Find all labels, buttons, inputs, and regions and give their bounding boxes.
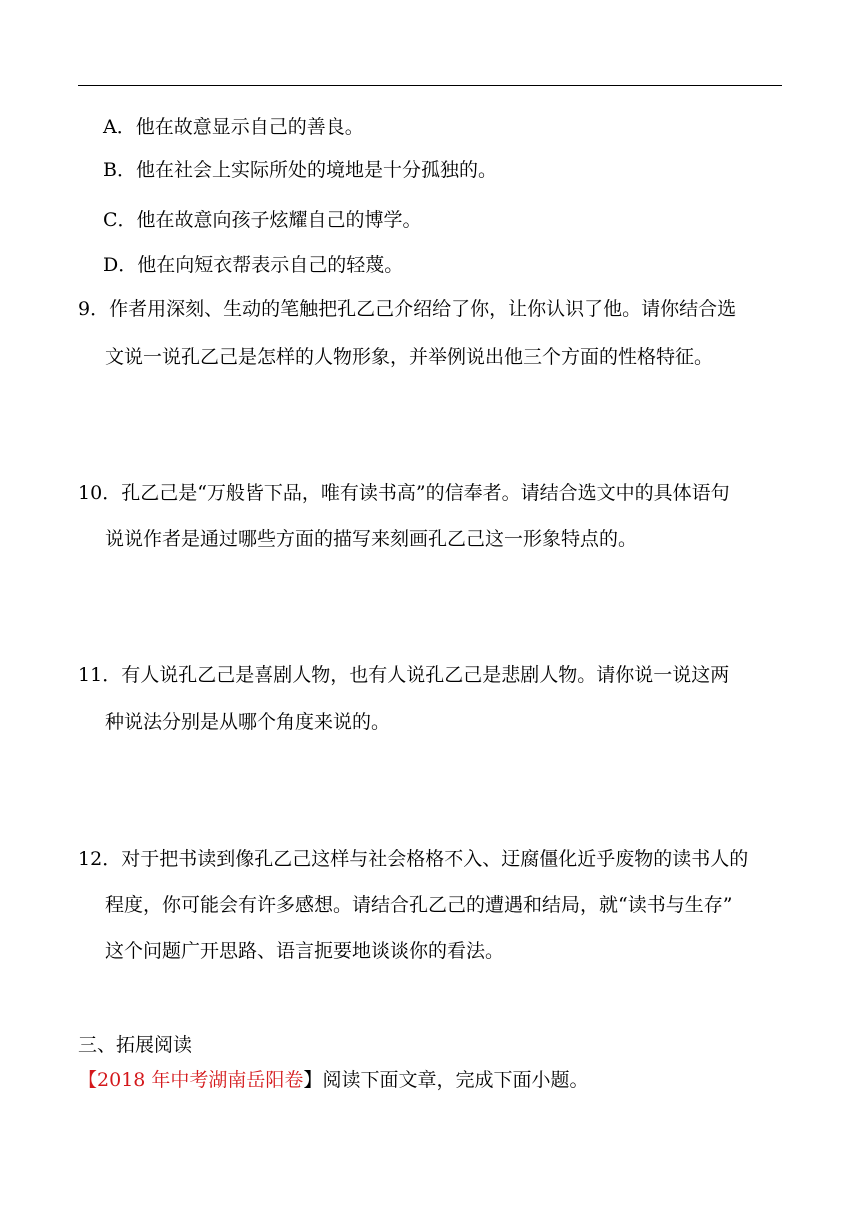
source-bracket-open: 【 bbox=[78, 1069, 98, 1091]
question-number: 10 bbox=[78, 482, 103, 504]
section-heading: 三、拓展阅读 bbox=[78, 1034, 193, 1056]
question-text: ．作者用深刻、生动的笔触把孔乙己介绍给了你，让你认识了他。请你结合选 bbox=[90, 298, 737, 320]
question-line bbox=[105, 710, 390, 734]
question-line bbox=[78, 297, 736, 321]
option-text: ．他在向短衣帮表示自己的轻蔑。 bbox=[118, 254, 404, 276]
question-text: ．对于把书读到像孔乙己这样与社会格格不入、迂腐僵化近乎废物的读书人的 bbox=[102, 848, 749, 870]
option-letter: D bbox=[103, 254, 119, 276]
source-line bbox=[78, 1068, 588, 1092]
source-label: 2018 年中考湖南岳阳卷 bbox=[97, 1069, 304, 1091]
question-text: ．孔乙己是“万般皆下品，唯有读书高”的信奉者。请结合选文中的具体语句 bbox=[102, 482, 730, 504]
header-rule bbox=[78, 85, 782, 86]
question-text: 这个问题广开思路、语言扼要地谈谈你的看法。 bbox=[105, 940, 505, 962]
question-text: 种说法分别是从哪个角度来说的。 bbox=[105, 711, 391, 733]
question-number: 11 bbox=[78, 664, 103, 686]
question-text: 程度，你可能会有许多感想。请结合孔乙己的遭遇和结局，就“读书与生存” bbox=[105, 894, 733, 916]
question-number: 9 bbox=[78, 298, 91, 320]
question-text: ．有人说孔乙己是喜剧人物，也有人说孔乙己是悲剧人物。请你说一说这两 bbox=[102, 664, 730, 686]
option-text: ．他在社会上实际所处的境地是十分孤独的。 bbox=[116, 159, 497, 181]
question-line bbox=[105, 345, 713, 369]
option-a bbox=[103, 115, 364, 139]
question-number: 12 bbox=[78, 848, 103, 870]
question-line bbox=[105, 527, 637, 551]
question-text: 文说一说孔乙己是怎样的人物形象，并举例说出他三个方面的性格特征。 bbox=[105, 346, 714, 368]
option-letter: A bbox=[103, 116, 117, 138]
question-line bbox=[78, 847, 748, 871]
option-c bbox=[103, 208, 422, 232]
source-bracket-close: 】 bbox=[303, 1069, 323, 1091]
option-text: ．他在故意向孩子炫耀自己的博学。 bbox=[117, 209, 422, 231]
option-letter: C bbox=[103, 209, 118, 231]
question-line bbox=[78, 663, 729, 687]
question-text: 说说作者是通过哪些方面的描写来刻画孔乙己这一形象特点的。 bbox=[105, 528, 638, 550]
option-letter: B bbox=[103, 159, 117, 181]
option-d bbox=[103, 253, 403, 277]
question-line bbox=[105, 939, 504, 963]
option-b bbox=[103, 158, 497, 182]
question-line bbox=[78, 481, 730, 505]
option-text: ．他在故意显示自己的善良。 bbox=[116, 116, 364, 138]
question-line bbox=[105, 893, 732, 917]
instruction-text: 阅读下面文章，完成下面小题。 bbox=[322, 1069, 589, 1091]
